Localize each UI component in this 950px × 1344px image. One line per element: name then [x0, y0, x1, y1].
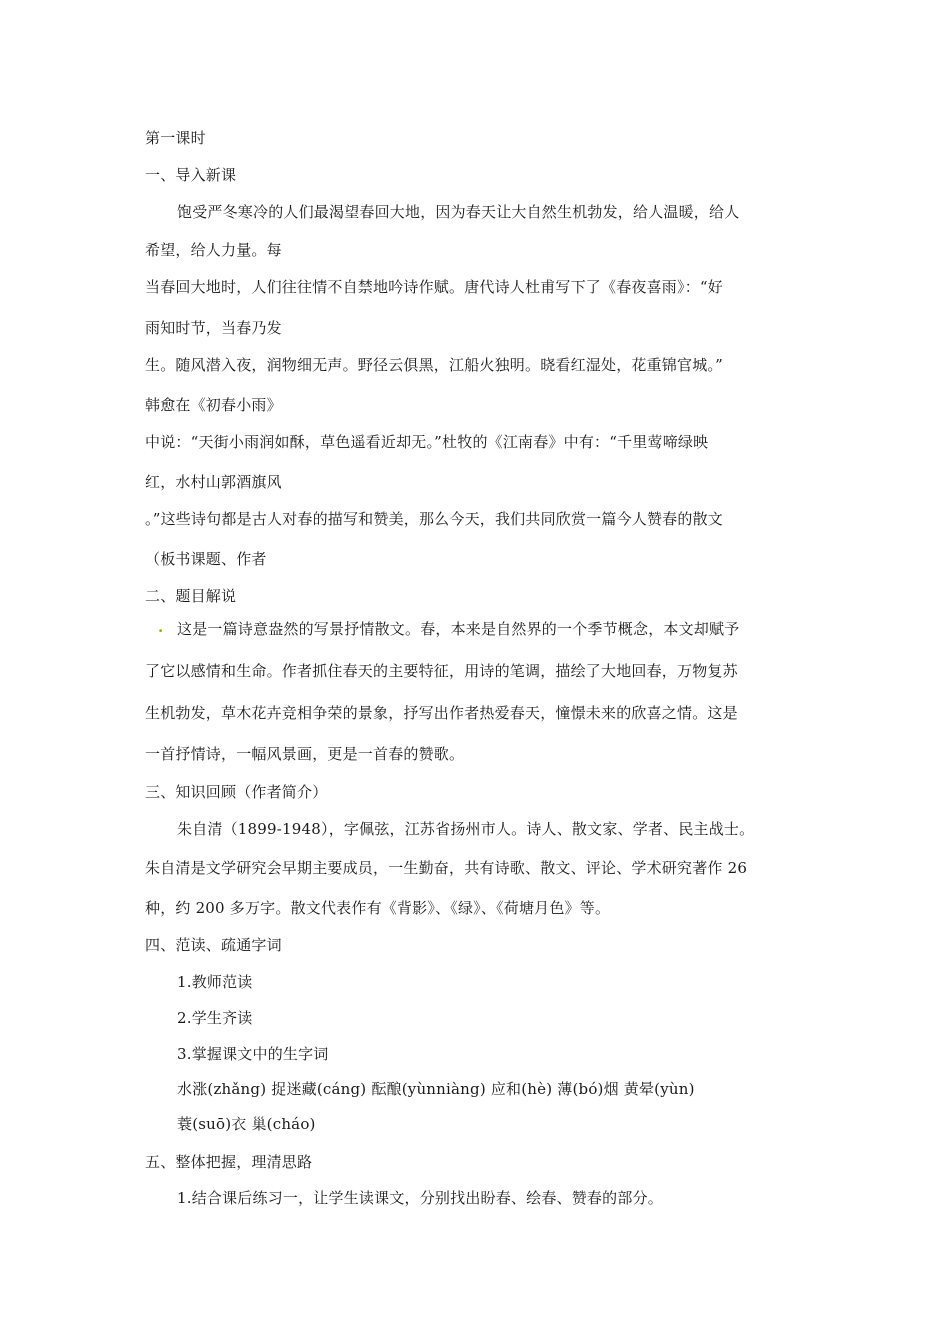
paragraph-line: 了它以感情和生命。作者抓住春天的主要特征，用诗的笔调，描绘了大地回春，万物复苏: [145, 662, 738, 680]
paragraph-line: 生。随风潜入夜，润物细无声。野径云俱黑，江船火独明。晓看红湿处，花重锦官城。”: [145, 356, 723, 374]
section-heading: 一、导入新课: [145, 166, 237, 184]
section-heading: 五、整体把握，理清思路: [145, 1153, 313, 1171]
section-heading: 二、题目解说: [145, 587, 237, 605]
paragraph-line: 红，水村山郭酒旗风: [145, 473, 282, 491]
paragraph-line: 饱受严冬寒冷的人们最渴望春回大地，因为春天让大自然生机勃发，给人温暖，给人: [177, 203, 740, 221]
list-item: 2.学生齐读: [177, 1009, 253, 1027]
vocabulary-line: 蓑(suō)衣 巢(cháo): [177, 1115, 316, 1133]
paragraph-line: 朱自清是文学研究会早期主要成员，一生勤奋，共有诗歌、散文、评论、学术研究著作 26: [145, 859, 748, 877]
paragraph-line: 朱自清（1899-1948），字佩弦，江苏省扬州市人。诗人、散文家、学者、民主战士。: [177, 820, 755, 838]
bullet-mark: .: [158, 618, 164, 636]
paragraph-line: 一首抒情诗，一幅风景画，更是一首春的赞歌。: [145, 745, 465, 763]
paragraph-line: 种，约 200 多万字。散文代表作有《背影》、《绿》、《荷塘月色》等。: [145, 899, 611, 917]
list-item: 3.掌握课文中的生字词: [177, 1045, 329, 1063]
list-item: 1.教师范读: [177, 973, 253, 991]
paragraph-line: （板书课题、作者: [145, 550, 267, 568]
paragraph-line: 希望，给人力量。每: [145, 241, 282, 259]
section-heading: 四、范读、疏通字词: [145, 936, 282, 954]
lesson-title: 第一课时: [145, 129, 206, 147]
paragraph-line: 当春回大地时，人们往往情不自禁地吟诗作赋。唐代诗人杜甫写下了《春夜喜雨》：“好: [145, 278, 723, 296]
list-item: 1.结合课后练习一，让学生读课文，分别找出盼春、绘春、赞春的部分。: [177, 1189, 663, 1207]
paragraph-line: 中说：“天街小雨润如酥，草色遥看近却无。”杜牧的《江南春》中有：“千里莺啼绿映: [145, 433, 709, 451]
paragraph-line: 生机勃发，草木花卉竞相争荣的景象，抒写出作者热爱春天，憧憬未来的欣喜之情。这是: [145, 704, 738, 722]
vocabulary-line: 水涨(zhǎng) 捉迷藏(cáng) 酝酿(yùnniàng) 应和(hè) 薄(bó)烟 黄晕(yùn): [177, 1080, 695, 1098]
paragraph-line: 雨知时节，当春乃发: [145, 319, 282, 337]
section-heading: 三、知识回顾（作者简介）: [145, 783, 328, 801]
paragraph-line: 这是一篇诗意盎然的写景抒情散文。春，本来是自然界的一个季节概念，本文却赋予: [177, 620, 740, 638]
paragraph-line: 韩愈在《初春小雨》: [145, 396, 282, 414]
paragraph-line: 。”这些诗句都是古人对春的描写和赞美，那么今天，我们共同欣赏一篇今人赞春的散文: [145, 510, 723, 528]
